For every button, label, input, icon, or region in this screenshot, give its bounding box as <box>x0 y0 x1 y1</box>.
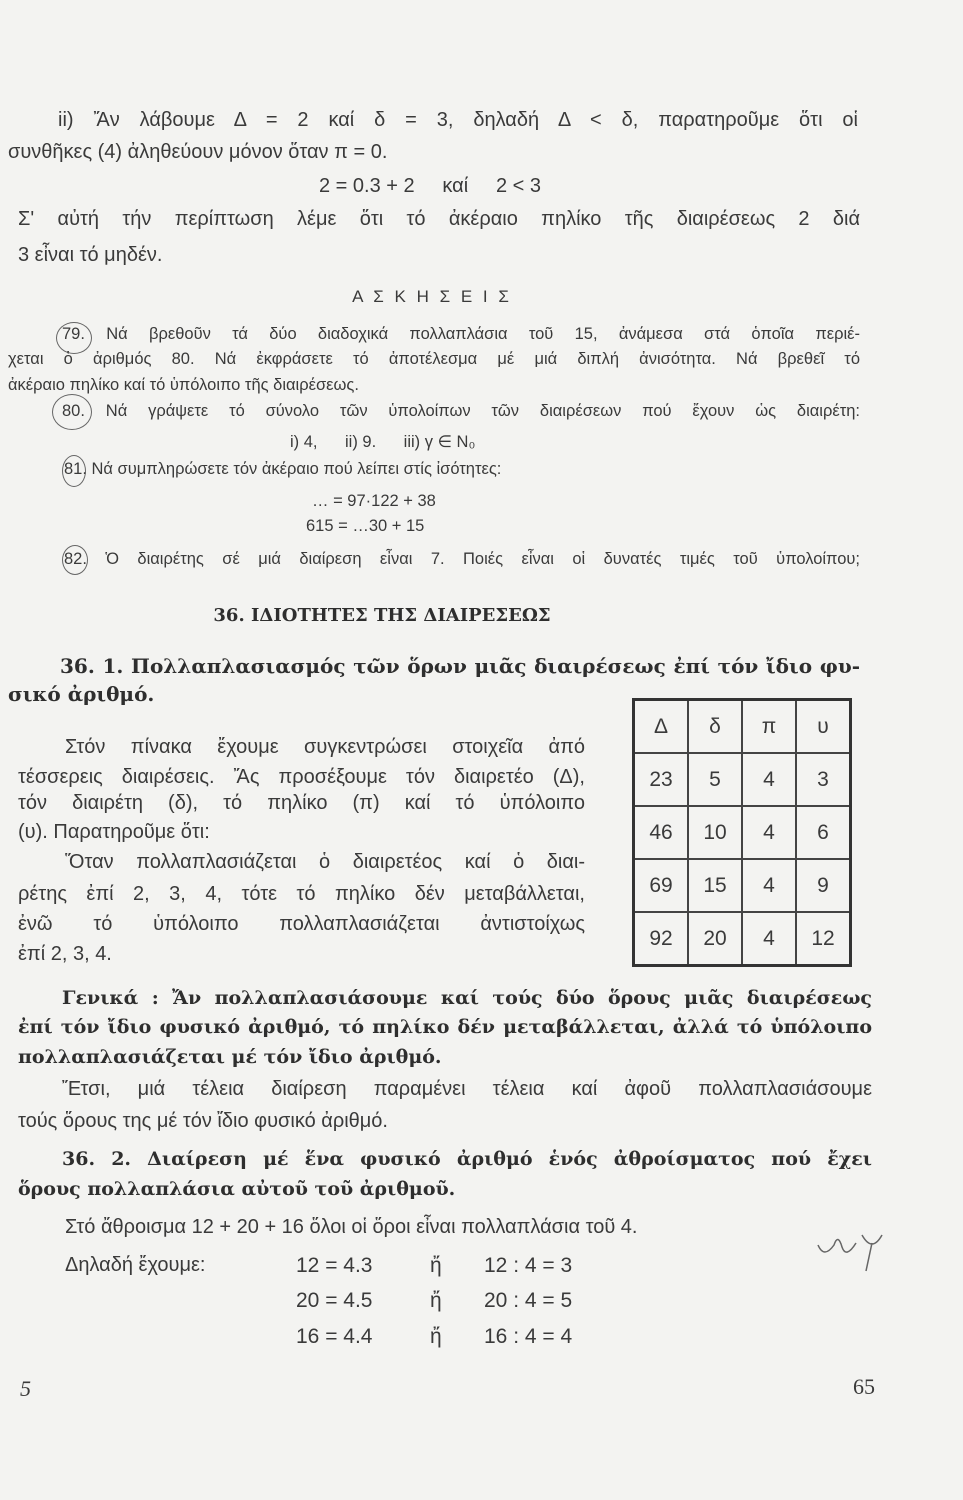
cell: 3 <box>796 753 851 806</box>
text-label: Δηλαδή ἔχουμε: <box>65 1254 206 1276</box>
cell: 20 <box>688 912 742 966</box>
table-row <box>634 912 851 966</box>
cell: 12 <box>796 912 851 966</box>
equation-right: 20 : 4 = 5 <box>484 1289 573 1312</box>
exercise-81-equation: 615 = …30 + 15 <box>306 517 425 535</box>
equation-right: 16 : 4 = 4 <box>484 1325 573 1348</box>
text-line: Στόν πίνακα ἔχουμε συγκεντρώσει στοιχεῖα ἀπό <box>65 736 585 758</box>
equation-left: 16 = 4.4 <box>296 1325 373 1348</box>
signature-mark: 5 <box>20 1376 31 1401</box>
cell: 92 <box>634 912 689 966</box>
table-header-row <box>634 700 851 754</box>
cell: 5 <box>688 753 742 806</box>
equation-left: 12 = 4.3 <box>296 1254 373 1277</box>
exercise-81-equation: … = 97·122 + 38 <box>312 492 436 510</box>
text-line: ἐπί 2, 3, 4. <box>18 943 112 965</box>
table-row <box>634 753 851 806</box>
equation-or: ἤ <box>430 1289 442 1312</box>
header-cell: υ <box>796 700 851 754</box>
page-number: 65 <box>853 1374 875 1399</box>
text-line: Στό ἄθροισμα 12 + 20 + 16 ὅλοι οἱ ὅροι εἶναι πολλαπλάσια τοῦ 4. <box>65 1216 638 1238</box>
cell: 23 <box>634 753 689 806</box>
cell: 4 <box>742 912 796 966</box>
subsection-361-title: σικό ἀριθμό. <box>8 682 155 706</box>
subsection-361-title: 36. 1. Πολλαπλασιασμός τῶν ὅρων μιᾶς διαιρέσεως ἐπί τόν ἴδιο φυ- <box>60 654 860 678</box>
subsection-362-title: 36. 2. Διαίρεση μέ ἕνα φυσικό ἀριθμό ἑνός ἀθροίσματος πού ἔχει <box>62 1148 872 1170</box>
table-row <box>634 859 851 912</box>
header-cell: δ <box>688 700 742 754</box>
exercises-heading: Α Σ Κ Η Σ Ε Ι Σ <box>352 287 512 306</box>
equation-or: ἤ <box>430 1325 442 1348</box>
cell: 46 <box>634 806 689 859</box>
cell: 4 <box>742 753 796 806</box>
cell: 69 <box>634 859 689 912</box>
text-line: 3 εἶναι τό μηδέν. <box>18 244 163 266</box>
cell: 15 <box>688 859 742 912</box>
subsection-362-title: ὅρους πολλαπλάσια αὐτοῦ τοῦ ἀριθμοῦ. <box>18 1178 456 1200</box>
equation-right: 12 : 4 = 3 <box>484 1254 573 1277</box>
section-title: 36. ΙΔΙΟΤΗΤΕΣ ΤΗΣ ΔΙΑΙΡΕΣΕΩΣ <box>213 605 551 626</box>
cell: 9 <box>796 859 851 912</box>
exercise-82: 82. Ὁ διαιρέτης σέ μιά διαίρεση εἶναι 7. Ποιές εἶναι οἱ δυνατές τιμές τοῦ ὑπολοίπου; <box>64 550 860 568</box>
text-line: Ὅταν πολλαπλασιάζεται ὁ διαιρετέος καί ὁ διαι- <box>65 851 585 873</box>
exercise-79-line: ἀκέραιο πηλίκο καί τό ὑπόλοιπο τῆς διαιρέσεως. <box>8 376 359 394</box>
text-line: τέσσερεις διαιρέσεις. Ἄς προσέξουμε τόν διαιρετέο (Δ), <box>18 766 585 788</box>
general-rule: Γενικά : Ἄν πολλαπλασιάσουμε καί τούς δύο ὅρους μιᾶς διαιρέσεως <box>62 987 872 1009</box>
text-line: ἐνῶ τό ὑπόλοιπο πολλαπλασιάζεται ἀντιστοίχως <box>18 913 585 935</box>
formula: 2 = 0.3 + 2 καί 2 < 3 <box>318 175 542 197</box>
exercise-79-line: χεται ὁ ἀριθμός 80. Νά ἐκφράσετε τό ἀποτέλεσμα μέ μιά διπλή ἀνισότητα. Νά βρεθεῖ τό <box>8 350 860 368</box>
text-line: Ἔτσι, μιά τέλεια διαίρεση παραμένει τέλεια καί ἀφοῦ πολλαπλασιάσουμε <box>62 1078 872 1100</box>
text-line: ii) Ἄν λάβουμε Δ = 2 καί δ = 3, δηλαδή Δ < δ, παρατηροῦμε ὅτι οἱ <box>58 109 858 131</box>
text-line: τόν διαιρέτη (δ), τό πηλίκο (π) καί τό ὑπόλοιπο <box>18 792 585 814</box>
header-cell: Δ <box>634 700 689 754</box>
division-table <box>632 698 852 967</box>
general-rule: πολλαπλασιάζεται μέ τόν ἴδιο ἀριθμό. <box>18 1046 442 1068</box>
exercise-80: 80. Νά γράψετε τό σύνολο τῶν ὑπολοίπων τῶν διαιρέσεων πού ἔχουν ὡς διαιρέτη: <box>62 402 860 420</box>
equation-or: ἤ <box>430 1254 442 1277</box>
equation-left: 20 = 4.5 <box>296 1289 373 1312</box>
cell: 4 <box>742 806 796 859</box>
header-cell: π <box>742 700 796 754</box>
exercise-81: 81. Νά συμπληρώσετε τόν ἀκέραιο πού λείπει στίς ἰσότητες: <box>64 460 502 478</box>
cell: 6 <box>796 806 851 859</box>
text-line: Σ' αὐτή τήν περίπτωση λέμε ὅτι τό ἀκέραιο πηλίκο τῆς διαιρέσεως 2 διά <box>18 208 860 230</box>
general-rule: ἐπί τόν ἴδιο φυσικό ἀριθμό, τό πηλίκο δέν μεταβάλλεται, ἀλλά τό ὑπόλοιπο <box>18 1016 872 1038</box>
text-line: ρέτης ἐπί 2, 3, 4, τότε τό πηλίκο δέν μεταβάλλεται, <box>18 883 585 905</box>
handwritten-scribble <box>810 1215 900 1275</box>
exercise-80-options: i) 4, ii) 9. iii) γ ∈ N₀ <box>290 433 476 451</box>
text-line: συνθῆκες (4) ἀληθεύουν μόνον ὅταν π = 0. <box>8 141 388 163</box>
text-line: (υ). Παρατηροῦμε ὅτι: <box>18 821 210 843</box>
exercise-79-line: 79. Νά βρεθοῦν τά δύο διαδοχικά πολλαπλάσια τοῦ 15, ἀνάμεσα στά ὁποῖα περιέ- <box>62 325 860 343</box>
cell: 4 <box>742 859 796 912</box>
table-row <box>634 806 851 859</box>
cell: 10 <box>688 806 742 859</box>
text-line: τούς ὅρους της μέ τόν ἴδιο φυσικό ἀριθμό. <box>18 1110 388 1132</box>
